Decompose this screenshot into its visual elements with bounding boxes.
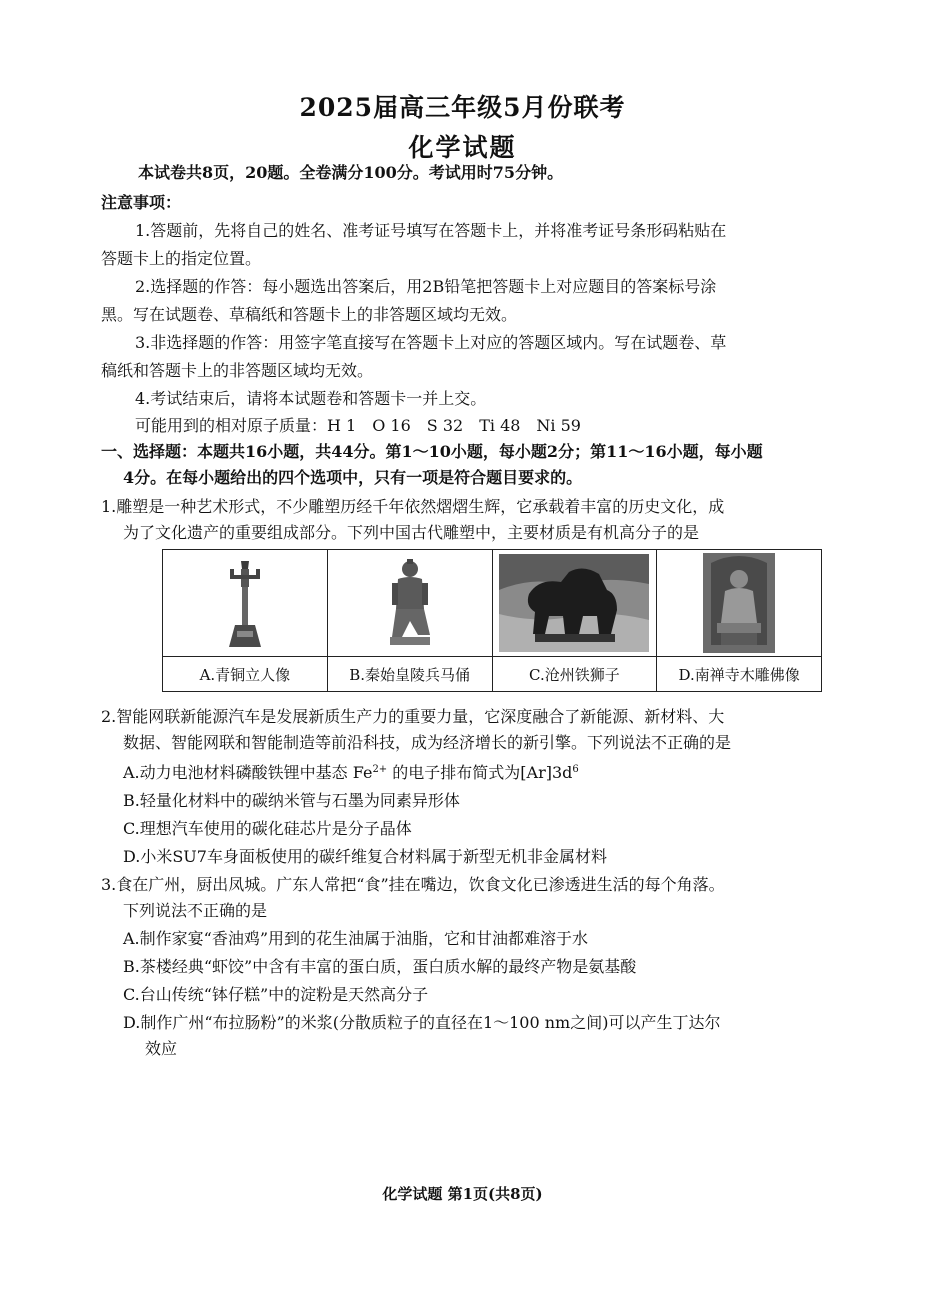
- notice-heading: 注意事项：: [101, 193, 182, 212]
- option-cell: [163, 550, 328, 691]
- notice-line: 黑。写在试题卷、草稿纸和答题卡上的非答题区域均无效。: [101, 305, 518, 324]
- option-a: A.制作家宴“香油鸡”用到的花生油属于油脂，它和甘油都难溶于水: [123, 929, 589, 948]
- section-heading: 4分。在每小题给出的四个选项中，只有一项是符合题目要求的。: [123, 468, 583, 487]
- section-heading: 一、选择题：本题共16小题，共44分。第1～10小题，每小题2分；第11～16小题，每小题: [101, 442, 763, 461]
- terracotta-warrior-image: [328, 550, 492, 657]
- option-caption: C.沧州铁狮子: [529, 665, 620, 684]
- subject-title: 化学试题: [408, 133, 517, 162]
- notice-line: 2.选择题的作答：每小题选出答案后，用2B铅笔把答题卡上对应题目的答案标号涂: [135, 277, 717, 296]
- option-d: D.小米SU7车身面板使用的碳纤维复合材料属于新型无机非金属材料: [123, 847, 607, 866]
- option-a: A.动力电池材料磷酸铁锂中基态 $Fe^{2+}$ 的电子排布简式为$[Ar]3d^6$: [123, 763, 579, 782]
- exam-summary: 本试卷共8页，20题。全卷满分100分。考试用时75分钟。: [138, 163, 564, 182]
- notice-line: 4.考试结束后，请将本试题卷和答题卡一并上交。: [135, 389, 487, 408]
- option-caption: B.秦始皇陵兵马俑: [349, 665, 471, 684]
- option-b: B.轻量化材料中的碳纳米管与石墨为同素异形体: [123, 791, 460, 810]
- question-stem: 为了文化遗产的重要组成部分。下列中国古代雕塑中，主要材质是有机高分子的是: [123, 523, 700, 542]
- option-c: C.台山传统“钵仔糕”中的淀粉是天然高分子: [123, 985, 429, 1004]
- option-d-continued: 效应: [145, 1039, 178, 1058]
- option-d: D.制作广州“布拉肠粉”的米浆(分散质粒子的直径在1～100 nm之间)可以产生丁达尔: [123, 1013, 721, 1032]
- bronze-figure-image: [163, 550, 327, 657]
- question-stem: 2.智能网联新能源汽车是发展新质生产力的重要力量，它深度融合了新能源、新材料、大: [101, 707, 725, 726]
- question-stem: 数据、智能网联和智能制造等前沿科技，成为经济增长的新引擎。下列说法不正确的是: [123, 733, 732, 752]
- sculpture-table: [162, 549, 822, 692]
- option-cell: [328, 550, 493, 691]
- iron-lion-image: [493, 550, 657, 657]
- option-b: B.茶楼经典“虾饺”中含有丰富的蛋白质，蛋白质水解的最终产物是氨基酸: [123, 957, 637, 976]
- atomic-masses: 可能用到的相对原子质量：H 1 O 16 S 32 Ti 48 Ni 59: [135, 416, 581, 435]
- wooden-buddha-image: [657, 550, 821, 657]
- notice-line: 答题卡上的指定位置。: [101, 249, 262, 268]
- option-caption: A.青铜立人像: [199, 665, 291, 684]
- notice-line: 3.非选择题的作答：用签字笔直接写在答题卡上对应的答题区域内。写在试题卷、草: [135, 333, 727, 352]
- option-cell: [493, 550, 658, 691]
- question-stem: 3.食在广州，厨出凤城。广东人常把“食”挂在嘴边，饮食文化已渗透进生活的每个角落。: [101, 875, 725, 894]
- notice-line: 稿纸和答题卡上的非答题区域均无效。: [101, 361, 374, 380]
- option-caption: D.南禅寺木雕佛像: [678, 665, 800, 684]
- exam-title: 2025届高三年级5月份联考: [299, 93, 626, 122]
- question-stem: 1.雕塑是一种艺术形式，不少雕塑历经千年依然熠熠生辉，它承载着丰富的历史文化，成: [101, 497, 725, 516]
- page-footer: 化学试题 第1页(共8页): [382, 1185, 543, 1203]
- question-stem: 下列说法不正确的是: [123, 901, 268, 920]
- notice-line: 1.答题前，先将自己的姓名、准考证号填写在答题卡上，并将准考证号条形码粘贴在: [135, 221, 727, 240]
- option-c: C.理想汽车使用的碳化硅芯片是分子晶体: [123, 819, 412, 838]
- option-cell: [657, 550, 821, 691]
